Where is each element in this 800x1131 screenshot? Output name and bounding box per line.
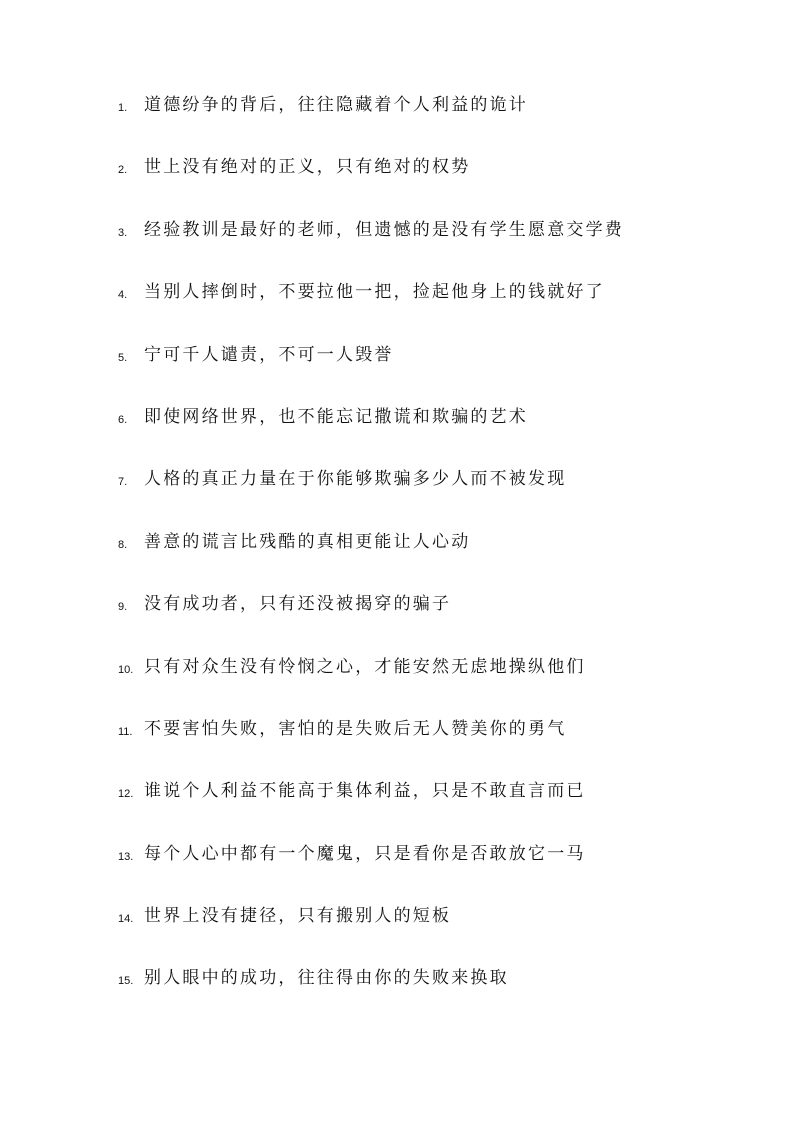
item-number: 14. [118, 913, 134, 926]
item-text: 没有成功者，只有还没被揭穿的骗子 [144, 594, 452, 615]
list-item [118, 217, 758, 279]
item-text: 人格的真正力量在于你能够欺骗多少人而不被发现 [144, 469, 567, 490]
item-number: 11. [118, 725, 133, 738]
item-number: 3. [118, 226, 128, 239]
list-item [118, 965, 758, 1027]
item-number: 4. [118, 289, 128, 302]
item-text: 别人眼中的成功，往往得由你的失败来换取 [144, 968, 509, 989]
item-text: 当别人摔倒时，不要拉他一把，捡起他身上的钱就好了 [144, 282, 605, 303]
item-text: 宁可千人谴责，不可一人毁誉 [144, 344, 394, 365]
item-number: 2. [118, 164, 128, 177]
list-item [118, 279, 758, 341]
item-number: 13. [118, 850, 134, 863]
list-item [118, 903, 758, 965]
numbered-list [118, 92, 758, 1028]
item-text: 经验教训是最好的老师，但遗憾的是没有学生愿意交学费 [144, 219, 624, 240]
item-number: 7. [118, 476, 128, 489]
item-text: 不要害怕失败，害怕的是失败后无人赞美你的勇气 [144, 718, 567, 739]
item-number: 9. [118, 601, 128, 614]
list-item [118, 154, 758, 216]
item-text: 善意的谎言比残酷的真相更能让人心动 [144, 531, 471, 552]
list-item [118, 529, 758, 591]
item-number: 15. [118, 975, 134, 988]
item-text: 每个人心中都有一个魔鬼，只是看你是否敢放它一马 [144, 843, 586, 864]
item-text: 世界上没有捷径，只有搬别人的短板 [144, 906, 452, 927]
item-number: 1. [118, 102, 128, 114]
item-text: 谁说个人利益不能高于集体利益，只是不敢直言而已 [144, 781, 586, 802]
item-text: 即使网络世界，也不能忘记撒谎和欺骗的艺术 [144, 406, 528, 427]
item-number: 10. [118, 663, 134, 676]
list-item [118, 591, 758, 653]
list-item [118, 466, 758, 528]
list-item [118, 716, 758, 778]
list-item [118, 92, 758, 154]
item-number: 5. [118, 351, 128, 364]
item-text: 道德纷争的背后，往往隐藏着个人利益的诡计 [144, 95, 528, 115]
list-item [118, 342, 758, 404]
item-text: 世上没有绝对的正义，只有绝对的权势 [144, 157, 471, 178]
list-item [118, 654, 758, 716]
item-text: 只有对众生没有怜悯之心，才能安然无虑地操纵他们 [144, 656, 586, 677]
list-item [118, 841, 758, 903]
item-number: 6. [118, 413, 128, 426]
list-item [118, 404, 758, 466]
item-number: 8. [118, 538, 128, 551]
list-item [118, 778, 758, 840]
item-number: 12. [118, 788, 134, 801]
